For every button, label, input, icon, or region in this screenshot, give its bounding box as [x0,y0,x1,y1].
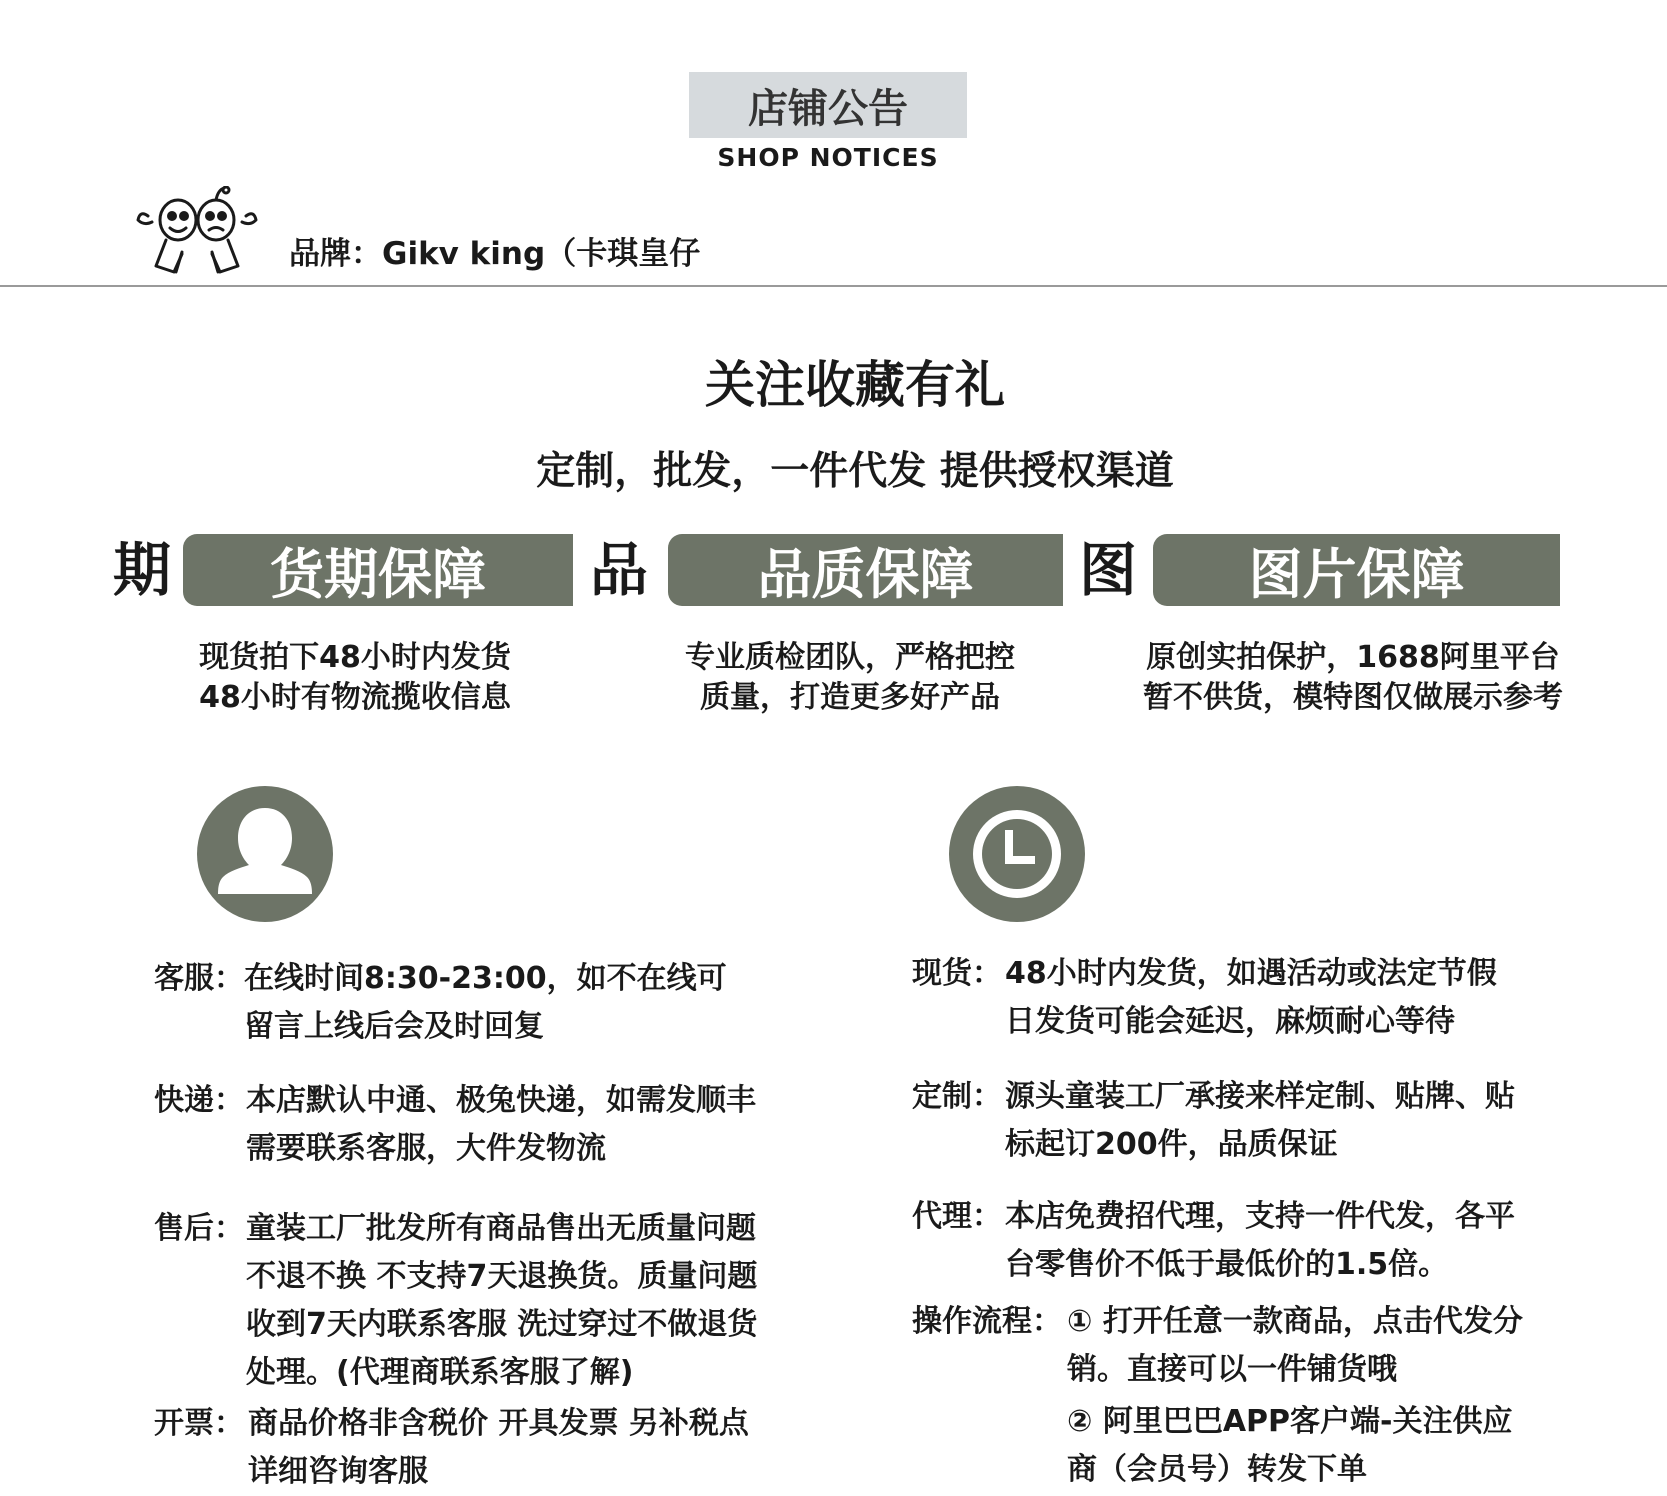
desc-line: 质量，打造更多好产品 [700,680,1000,715]
info-text: ① 打开任意一款商品，点击代发分销。直接可以一件铺货哦 [1067,1304,1523,1387]
info-stock [912,950,1612,1050]
info-custom [912,1073,1612,1173]
info-label: 现货： [912,956,1002,991]
shop-notice-title: 店铺公告 [689,72,967,138]
info-text: 本店默认中通、极兔快递，如需发顺丰需要联系客服，大件发物流 [246,1083,756,1166]
desc-line: 48小时有物流揽收信息 [199,680,511,715]
info-text: 商品价格非含税价 开具发票 另补税点详细咨询客服 [248,1406,749,1489]
info-text: 本店免费招代理，支持一件代发，各平台零售价不低于最低价的1.5倍。 [1005,1199,1515,1282]
person-icon [197,786,333,922]
quality-badge: 品 [590,536,649,604]
info-text: 在线时间8:30-23:00，如不在线可留言上线后会及时回复 [244,961,727,1044]
info-label: 定制： [912,1079,1002,1114]
info-label: 客服： [154,961,244,996]
quality-guarantee-bar [668,534,1063,606]
delivery-guarantee-title: 货期保障 [270,542,486,606]
info-label: 售后： [154,1211,244,1246]
shop-notice-subtitle: SHOP NOTICES [717,143,939,172]
info-process-step-2 [912,1398,1612,1496]
brand-name: 品牌：Gikv king（卡琪皇仔 [289,236,701,272]
quality-guarantee-title: 品质保障 [757,542,974,606]
info-agency [912,1193,1612,1293]
brand-logo-icon [136,186,260,278]
desc-line: 现货拍下48小时内发货 [199,640,511,675]
info-text: 源头童装工厂承接来样定制、贴牌、贴标起订200件，品质保证 [1005,1079,1515,1162]
quality-guarantee-desc [650,638,1050,718]
delivery-guarantee-bar [183,534,573,606]
info-express [154,1077,794,1177]
info-text: 48小时内发货，如遇活动或法定节假日发货可能会延迟，麻烦耐心等待 [1005,956,1497,1039]
delivery-guarantee-desc [150,638,560,718]
image-guarantee-desc [1128,638,1578,718]
headline: 关注收藏有礼 [705,356,1005,414]
desc-line: 暂不供货，模特图仅做展示参考 [1143,680,1563,715]
divider [0,285,1667,287]
info-text: 童装工厂批发所有商品售出无质量问题不退不换 不支持7天退换货。质量问题收到7天内联系客服 洗过穿过不做退货处理。(代理商联系客服了解) [246,1211,758,1390]
info-text: ② 阿里巴巴APP客户端-关注供应商（会员号）转发下单 [1067,1404,1513,1487]
info-label: 开票： [154,1406,244,1441]
info-label: 快递： [154,1083,244,1118]
delivery-badge: 期 [113,536,172,604]
desc-line: 专业质检团队，严格把控 [685,640,1015,675]
desc-line: 原创实拍保护，1688阿里平台 [1146,640,1560,675]
image-badge: 图 [1079,536,1138,604]
info-invoice [154,1400,794,1496]
info-customer-service [154,955,794,1055]
info-label: 代理： [912,1199,1002,1234]
info-after-sales [154,1205,794,1405]
info-process-step-1 [912,1298,1612,1398]
sub-headline: 定制，批发，一件代发 提供授权渠道 [536,449,1174,494]
info-label: 操作流程： [912,1304,1062,1339]
clock-icon [949,786,1085,922]
image-guarantee-title: 图片保障 [1248,542,1465,606]
image-guarantee-bar [1153,534,1560,606]
